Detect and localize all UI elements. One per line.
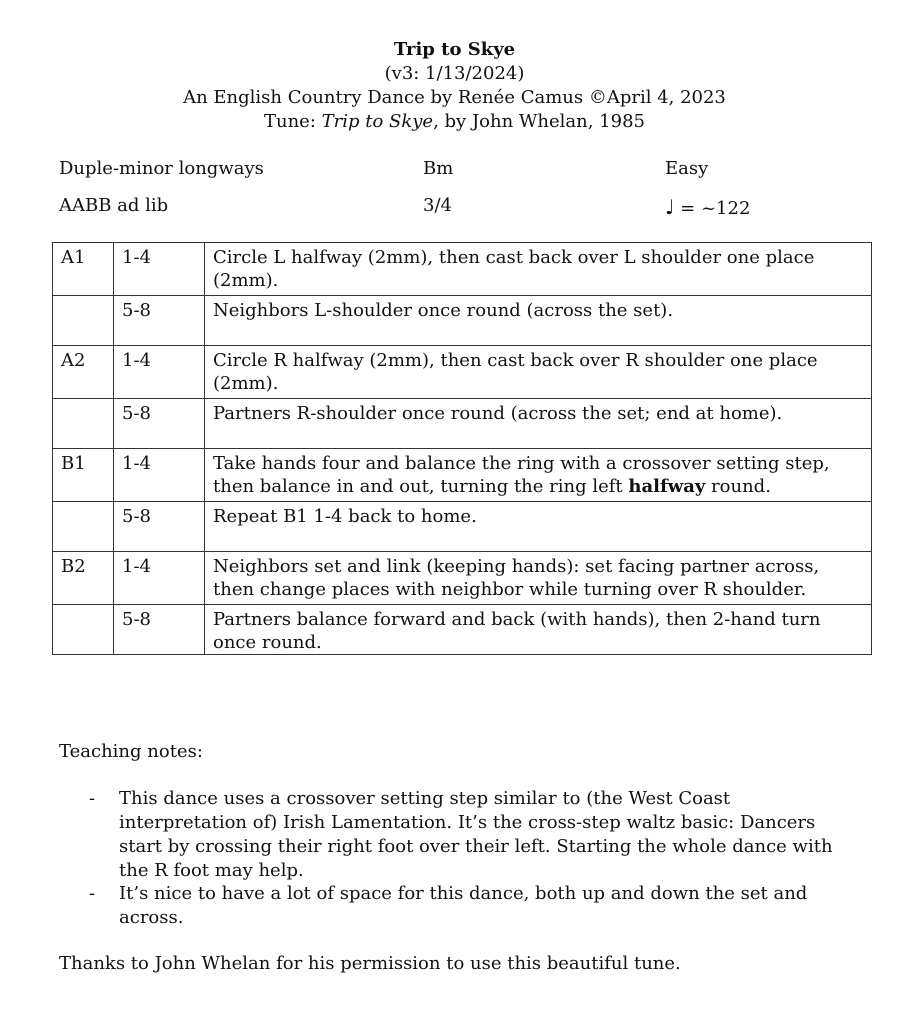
figure-text-emphasis: halfway	[628, 476, 706, 497]
figure-cell	[205, 449, 872, 502]
dance-header	[0, 38, 909, 134]
table-row	[53, 346, 872, 399]
figure-text-start: Take hands four and balance the ring with a crossover setting step, then balance in and out, turning the ring left	[213, 453, 830, 497]
bullet-dash: -	[89, 883, 96, 904]
table-row	[53, 449, 872, 502]
table-row	[53, 243, 872, 296]
thanks-line: Thanks to John Whelan for his permission to use this beautiful tune.	[59, 953, 681, 974]
figure-cell: Circle L halfway (2mm), then cast back over L shoulder one place (2mm).	[205, 243, 872, 296]
part-cell: A1	[53, 243, 114, 296]
tempo	[665, 195, 750, 219]
key: Bm	[423, 158, 454, 179]
tune-line	[0, 110, 909, 134]
difficulty: Easy	[665, 158, 709, 179]
bars-cell: 1-4	[114, 552, 205, 605]
tune-name: Trip to Skye	[321, 111, 434, 132]
dance-figures-table	[52, 242, 872, 655]
note-text: This dance uses a crossover setting step similar to (the West Coast interpretation of) Irish Lamentation. It’s the cross-step waltz basic: Dancers start by crossing their right foot over their left. Starting the whole dance with the R foot may help.	[119, 788, 833, 881]
figure-cell: Partners balance forward and back (with hands), then 2-hand turn once round.	[205, 605, 872, 655]
dance-title: Trip to Skye	[393, 39, 516, 60]
figure-cell: Repeat B1 1-4 back to home.	[205, 502, 872, 552]
note-text: It’s nice to have a lot of space for this dance, both up and down the set and across.	[119, 883, 808, 928]
version-line: (v3: 1/13/2024)	[384, 63, 525, 84]
formation: Duple-minor longways	[59, 158, 264, 179]
table-row	[53, 502, 872, 552]
part-cell	[53, 502, 114, 552]
quarter-note-icon: ♩	[665, 195, 675, 219]
figure-cell: Partners R-shoulder once round (across the set; end at home).	[205, 399, 872, 449]
tune-prefix: Tune:	[263, 111, 322, 132]
figure-text-end: round.	[705, 476, 771, 497]
bars-cell: 1-4	[114, 346, 205, 399]
table-row	[53, 552, 872, 605]
bars-cell: 5-8	[114, 296, 205, 346]
teaching-notes-title: Teaching notes:	[59, 741, 203, 762]
byline: An English Country Dance by Renée Camus ©April 4, 2023	[183, 87, 726, 108]
time-signature: 3/4	[423, 195, 452, 216]
figure-cell: Circle R halfway (2mm), then cast back over R shoulder one place (2mm).	[205, 346, 872, 399]
bars-cell: 5-8	[114, 502, 205, 552]
table-row	[53, 296, 872, 346]
part-cell	[53, 296, 114, 346]
part-cell	[53, 605, 114, 655]
figure-cell: Neighbors set and link (keeping hands): set facing partner across, then change places with neighbor while turning over R shoulder.	[205, 552, 872, 605]
figure-cell: Neighbors L-shoulder once round (across the set).	[205, 296, 872, 346]
part-cell	[53, 399, 114, 449]
bars-cell: 1-4	[114, 449, 205, 502]
bars-cell: 5-8	[114, 605, 205, 655]
tune-suffix: , by John Whelan, 1985	[433, 111, 645, 132]
structure: AABB ad lib	[59, 195, 169, 216]
tempo-value: = ~122	[680, 198, 751, 219]
bullet-dash: -	[89, 788, 96, 809]
bars-cell: 1-4	[114, 243, 205, 296]
part-cell: B1	[53, 449, 114, 502]
part-cell: A2	[53, 346, 114, 399]
bars-cell: 5-8	[114, 399, 205, 449]
part-cell: B2	[53, 552, 114, 605]
table-row	[53, 399, 872, 449]
table-row	[53, 605, 872, 655]
